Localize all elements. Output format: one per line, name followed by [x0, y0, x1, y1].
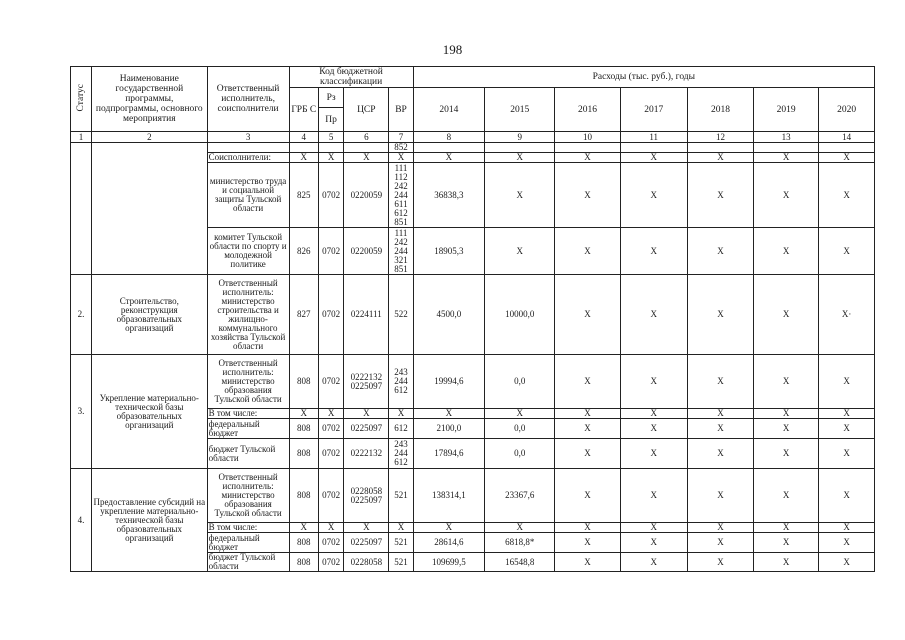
csr-cell: 0228058: [344, 553, 389, 572]
col-number: 9: [485, 132, 555, 143]
year-value: X: [819, 163, 875, 228]
year-value: X: [485, 523, 555, 533]
year-value: 2100,0: [413, 419, 484, 439]
grbs-cell: 808: [289, 419, 318, 439]
year-value: X: [620, 533, 687, 553]
year-value: X: [620, 228, 687, 275]
year-value: X: [754, 469, 819, 523]
table-row: [71, 275, 875, 355]
year-value: X: [819, 153, 875, 163]
year-value: X: [687, 153, 753, 163]
header-budget-code: Код бюджетной классификации: [289, 67, 413, 88]
csr-cell: 0222132 0225097: [344, 355, 389, 409]
executor-cell: федеральный бюджет: [207, 533, 289, 553]
year-value: X: [687, 228, 753, 275]
year-value: X: [819, 419, 875, 439]
col-number: 3: [207, 132, 289, 143]
year-value: X: [555, 355, 620, 409]
rz-cell: 0702: [319, 228, 344, 275]
year-value: X: [555, 439, 620, 469]
page-number: 198: [442, 42, 463, 57]
year-value: X: [687, 419, 753, 439]
year-value: 0,0: [485, 355, 555, 409]
year-value: X: [555, 523, 620, 533]
rz-cell: 0702: [319, 533, 344, 553]
col-number: 14: [819, 132, 875, 143]
year-value: X: [485, 153, 555, 163]
year-value: 0,0: [485, 419, 555, 439]
grbs-cell: 808: [289, 533, 318, 553]
header-year: 2017: [620, 88, 687, 132]
vr-cell: 243 244 612: [389, 439, 413, 469]
year-value: X: [620, 553, 687, 572]
rz-cell: 0702: [319, 163, 344, 228]
vr-cell: X: [389, 523, 413, 533]
col-number: 1: [71, 132, 92, 143]
year-value: X: [754, 409, 819, 419]
grbs-cell: 808: [289, 469, 318, 523]
executor-cell: федеральный бюджет: [207, 419, 289, 439]
year-value: X: [819, 228, 875, 275]
year-value: X: [819, 355, 875, 409]
vr-cell: 521: [389, 469, 413, 523]
csr-cell: 0225097: [344, 419, 389, 439]
csr-cell: 0220059: [344, 228, 389, 275]
year-value: X: [555, 153, 620, 163]
year-value: X: [819, 469, 875, 523]
executor-cell: В том числе:: [207, 523, 289, 533]
table-row: [71, 469, 875, 523]
year-value: X: [819, 439, 875, 469]
executor-cell: министерство труда и социальной защиты Тульской области: [207, 163, 289, 228]
name-cell: [92, 143, 208, 275]
header-vr: ВР: [389, 88, 413, 132]
vr-cell: 111 112 242 244 611 612 851: [389, 163, 413, 228]
year-value: X: [687, 163, 753, 228]
year-value: X: [754, 163, 819, 228]
rz-cell: 0702: [319, 439, 344, 469]
year-value: X: [754, 153, 819, 163]
header-csr: ЦСР: [344, 88, 389, 132]
year-value: X: [620, 153, 687, 163]
header-name: Наименование государственной программы, подпрограммы, основного мероприятия: [92, 67, 208, 132]
executor-cell: Ответственный исполнитель: министерство образования Тульской области: [207, 469, 289, 523]
col-number: 13: [754, 132, 819, 143]
executor-cell: бюджет Тульской области: [207, 553, 289, 572]
year-value: X·: [819, 275, 875, 355]
grbs-cell: X: [289, 523, 318, 533]
executor-cell: Соисполнители:: [207, 153, 289, 163]
col-number: 7: [389, 132, 413, 143]
year-value: X: [413, 153, 484, 163]
csr-cell: 0220059: [344, 163, 389, 228]
csr-cell: 0225097: [344, 533, 389, 553]
table-row: [71, 355, 875, 409]
year-value: X: [687, 553, 753, 572]
header-year: 2019: [754, 88, 819, 132]
vr-cell: 612: [389, 419, 413, 439]
status-cell: 3.: [71, 355, 92, 469]
year-value: X: [754, 439, 819, 469]
csr-cell: X: [344, 153, 389, 163]
year-value: X: [555, 275, 620, 355]
name-cell: Укрепление материально-технической базы образовательных организаций: [92, 355, 208, 469]
year-value: X: [620, 163, 687, 228]
year-value: X: [485, 409, 555, 419]
year-value: X: [555, 409, 620, 419]
rz-cell: X: [319, 153, 344, 163]
year-value: X: [819, 533, 875, 553]
year-value: 16548,8: [485, 553, 555, 572]
year-value: X: [620, 409, 687, 419]
col-number: 6: [344, 132, 389, 143]
rz-cell: 0702: [319, 553, 344, 572]
year-value: 6818,8*: [485, 533, 555, 553]
year-value: X: [485, 228, 555, 275]
executor-cell: Ответственный исполнитель: министерство строительства и жилищно-коммунального хозяйства Тульской области: [207, 275, 289, 355]
rz-cell: X: [319, 409, 344, 419]
header-executor: Ответственный исполнитель, соисполнители: [207, 67, 289, 132]
year-value: X: [687, 275, 753, 355]
csr-cell: 0222132: [344, 439, 389, 469]
year-value: 28614,6: [413, 533, 484, 553]
executor-cell: Ответственный исполнитель: министерство образования Тульской области: [207, 355, 289, 409]
header-grbs: ГРБ С: [289, 88, 318, 132]
year-value: X: [555, 228, 620, 275]
vr-cell: 521: [389, 533, 413, 553]
status-cell: 4.: [71, 469, 92, 572]
grbs-cell: 808: [289, 553, 318, 572]
year-value: X: [687, 355, 753, 409]
col-number: 12: [687, 132, 753, 143]
year-value: X: [555, 533, 620, 553]
col-number: 11: [620, 132, 687, 143]
header-expenses: Расходы (тыс. руб.), годы: [413, 67, 874, 88]
year-value: 138314,1: [413, 469, 484, 523]
grbs-cell: 827: [289, 275, 318, 355]
executor-cell: В том числе:: [207, 409, 289, 419]
header-year: 2014: [413, 88, 484, 132]
vr-cell: 521: [389, 553, 413, 572]
status-cell: 2.: [71, 275, 92, 355]
year-value: 36838,3: [413, 163, 484, 228]
grbs-cell: 826: [289, 228, 318, 275]
year-value: X: [819, 523, 875, 533]
vr-cell: 243 244 612: [389, 355, 413, 409]
grbs-cell: 808: [289, 439, 318, 469]
year-value: X: [413, 409, 484, 419]
header-year: 2016: [555, 88, 620, 132]
header-status: Статус: [71, 67, 92, 132]
year-value: X: [754, 355, 819, 409]
status-cell: [71, 143, 92, 275]
year-value: X: [819, 409, 875, 419]
grbs-cell: 825: [289, 163, 318, 228]
year-value: X: [754, 419, 819, 439]
year-value: 17894,6: [413, 439, 484, 469]
year-value: 109699,5: [413, 553, 484, 572]
vr-cell: X: [389, 409, 413, 419]
vr-cell: 522: [389, 275, 413, 355]
year-value: 10000,0: [485, 275, 555, 355]
vr-cell: 852: [389, 143, 413, 153]
vr-cell: X: [389, 153, 413, 163]
year-value: 19994,6: [413, 355, 484, 409]
csr-cell: 0228058 0225097: [344, 469, 389, 523]
year-value: X: [620, 439, 687, 469]
year-value: X: [754, 533, 819, 553]
executor-cell: комитет Тульской области по спорту и молодежной политике: [207, 228, 289, 275]
col-number: 5: [319, 132, 344, 143]
year-value: X: [555, 553, 620, 572]
year-value: X: [620, 419, 687, 439]
col-number: 8: [413, 132, 484, 143]
col-number: 10: [555, 132, 620, 143]
header-rz: Рз: [319, 88, 344, 108]
year-value: X: [620, 355, 687, 409]
csr-cell: X: [344, 523, 389, 533]
year-value: X: [620, 275, 687, 355]
vr-cell: 111 242 244 321 851: [389, 228, 413, 275]
rz-cell: 0702: [319, 469, 344, 523]
header-year: 2018: [687, 88, 753, 132]
rz-cell: 0702: [319, 275, 344, 355]
col-number: 4: [289, 132, 318, 143]
grbs-cell: X: [289, 153, 318, 163]
year-value: X: [485, 163, 555, 228]
year-value: X: [754, 228, 819, 275]
year-value: 4500,0: [413, 275, 484, 355]
grbs-cell: 808: [289, 355, 318, 409]
col-number: 2: [92, 132, 208, 143]
csr-cell: 0224111: [344, 275, 389, 355]
year-value: X: [555, 419, 620, 439]
executor-cell: бюджет Тульской области: [207, 439, 289, 469]
year-value: X: [620, 523, 687, 533]
year-value: X: [819, 553, 875, 572]
year-value: X: [555, 163, 620, 228]
header-year: 2015: [485, 88, 555, 132]
year-value: X: [754, 553, 819, 572]
year-value: X: [687, 533, 753, 553]
year-value: X: [754, 275, 819, 355]
csr-cell: X: [344, 409, 389, 419]
rz-cell: X: [319, 523, 344, 533]
year-value: X: [555, 469, 620, 523]
budget-table: [70, 66, 875, 572]
header-year: 2020: [819, 88, 875, 132]
grbs-cell: X: [289, 409, 318, 419]
table-row: [71, 143, 875, 153]
year-value: X: [687, 409, 753, 419]
rz-cell: 0702: [319, 419, 344, 439]
year-value: 23367,6: [485, 469, 555, 523]
rz-cell: 0702: [319, 355, 344, 409]
year-value: X: [687, 469, 753, 523]
year-value: 18905,3: [413, 228, 484, 275]
year-value: X: [413, 523, 484, 533]
year-value: 0,0: [485, 439, 555, 469]
year-value: X: [620, 469, 687, 523]
name-cell: Строительство, реконструкция образовательных организаций: [92, 275, 208, 355]
year-value: X: [754, 523, 819, 533]
header-pr: Пр: [319, 108, 344, 132]
year-value: X: [687, 523, 753, 533]
year-value: X: [687, 439, 753, 469]
name-cell: Предоставление субсидий на укрепление материально-технической базы образовательных организаций: [92, 469, 208, 572]
